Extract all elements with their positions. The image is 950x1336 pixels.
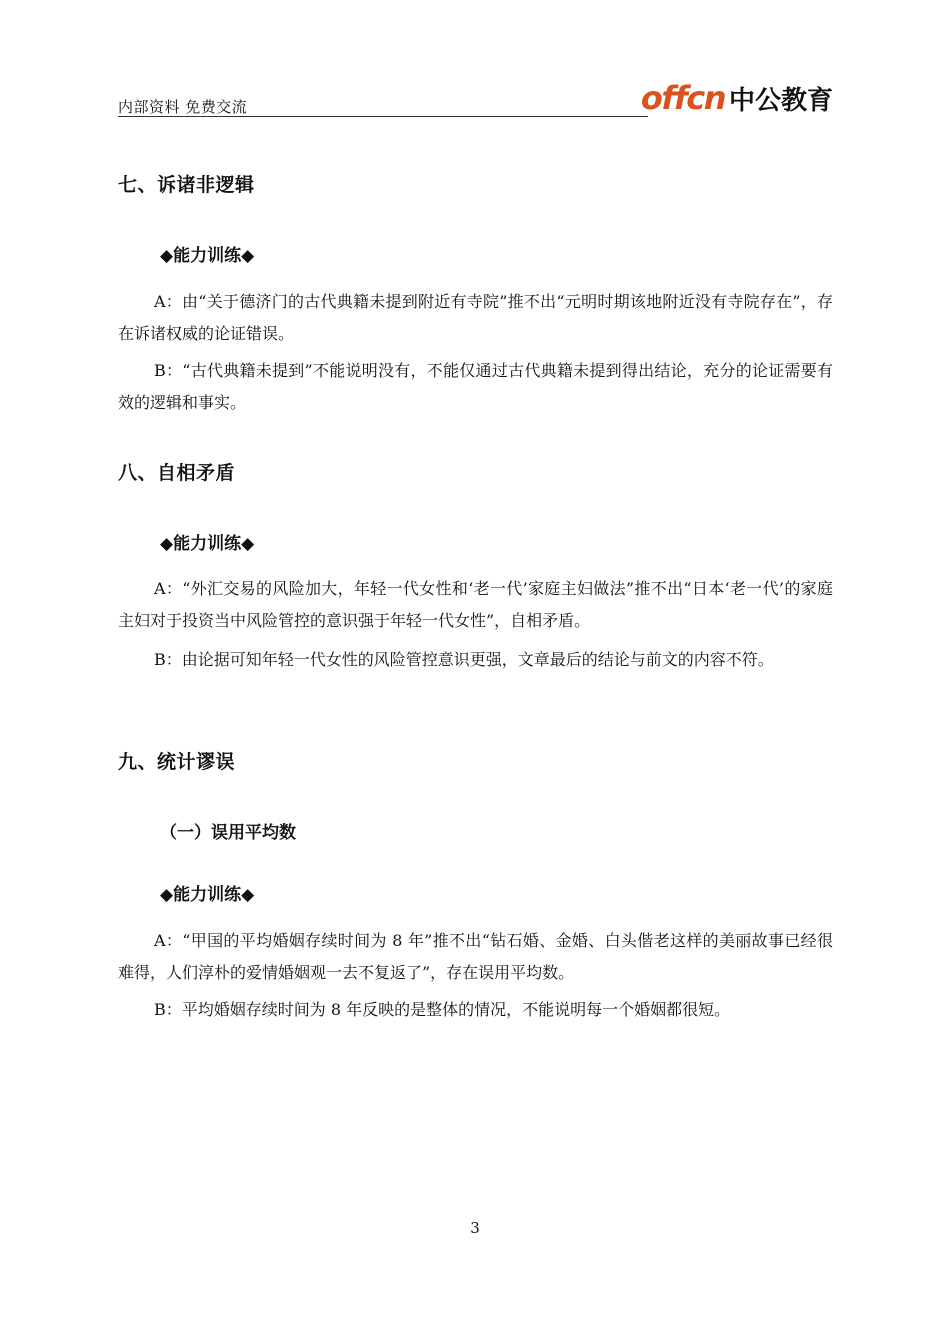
subsection-title-9-1: （一）误用平均数 [160,823,296,843]
training-label-7: ◆能力训练◆ [160,246,255,266]
paragraph-7b: B：“古代典籍未提到”不能说明没有，不能仅通过古代典籍未提到得出结论，充分的论证需要有效的逻辑和事实。 [118,361,833,412]
paragraph-8a: A：“外汇交易的风险加大，年轻一代女性和‘老一代’家庭主妇做法”推不出“日本‘老一代’的家庭主妇对于投资当中风险管控的意识强于年轻一代女性”，自相矛盾。 [118,579,833,630]
section-title-8: 八、自相矛盾 [118,462,236,484]
header-label: 内部资料 免费交流 [118,98,248,116]
paragraph-9a: A：“甲国的平均婚姻存续时间为 8 年”推不出“钻石婚、金婚、白头偕老这样的美丽故事已经很难得，人们淳朴的爱情婚姻观一去不复返了”，存在误用平均数。 [118,931,833,982]
paragraph-9b: B：平均婚姻存续时间为 8 年反映的是整体的情况，不能说明每一个婚姻都很短。 [154,1000,731,1019]
training-label-8: ◆能力训练◆ [160,534,255,554]
logo-chinese-text: 中公教育 [728,85,833,116]
logo-latin-text: offcn [640,79,725,117]
offcn-logo [641,80,833,116]
section-title-7: 七、诉诸非逻辑 [118,174,255,196]
page-header [118,76,833,120]
page-number: 3 [470,1219,480,1237]
section-title-9: 九、统计谬误 [118,751,236,773]
paragraph-7a: A：由“关于德济门的古代典籍未提到附近有寺院”推不出“元明时期该地附近没有寺院存在”，存在诉诸权威的论证错误。 [118,292,833,343]
training-label-9: ◆能力训练◆ [160,885,255,905]
header-divider [118,116,648,117]
paragraph-8b: B：由论据可知年轻一代女性的风险管控意识更强，文章最后的结论与前文的内容不符。 [154,650,774,669]
